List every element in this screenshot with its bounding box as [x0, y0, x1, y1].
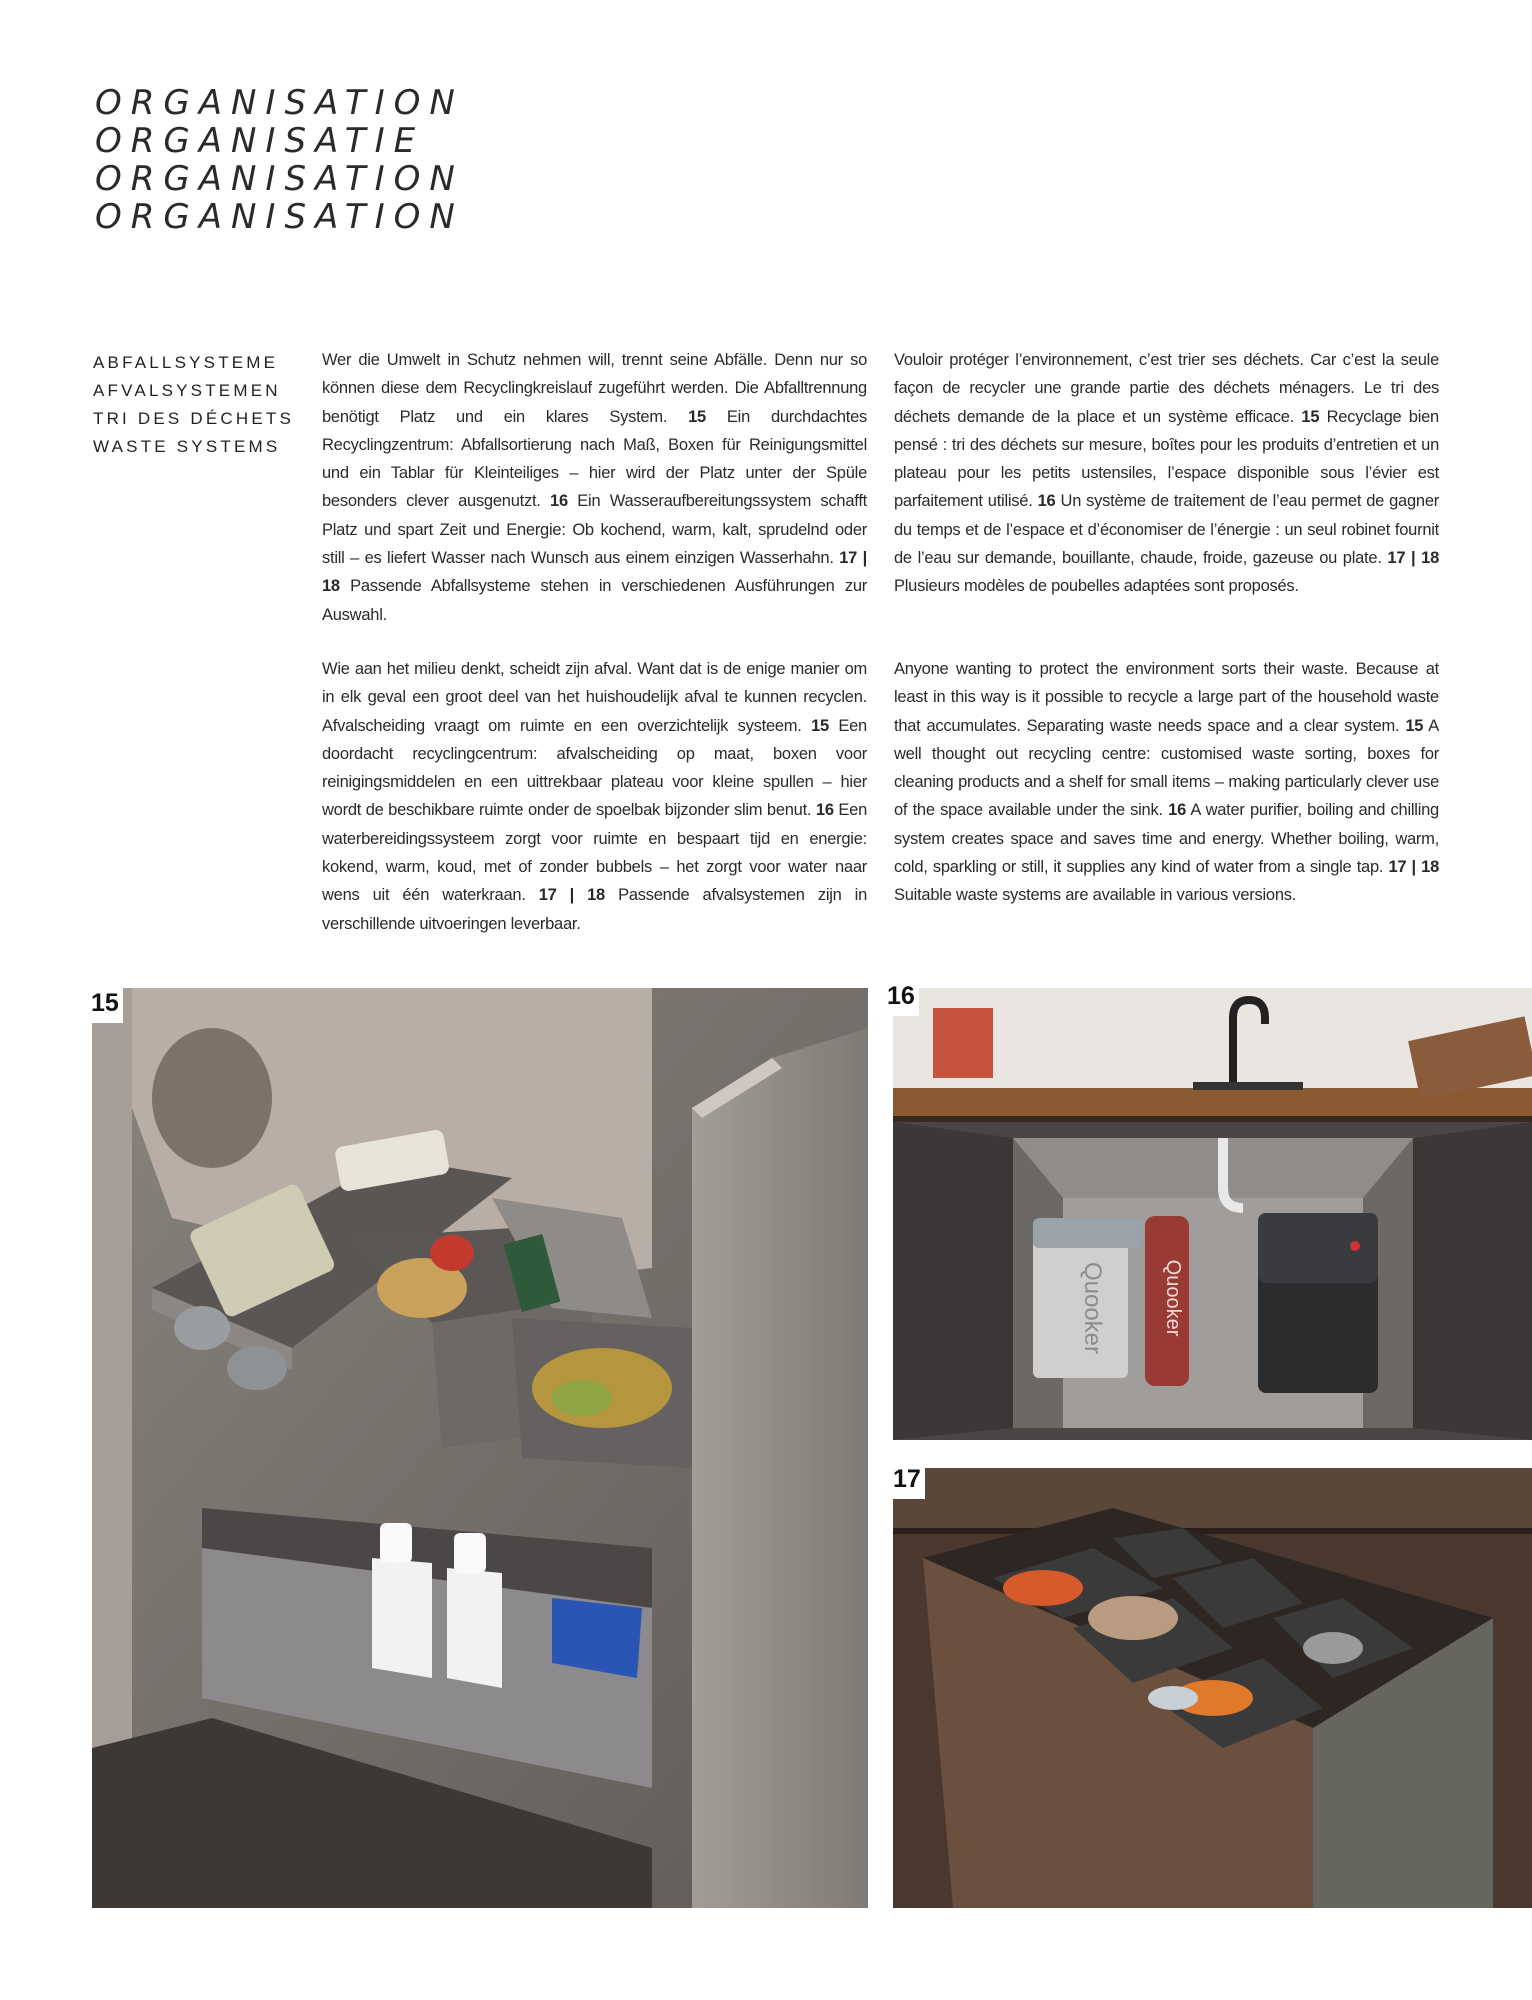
figure-ref: 15 [1405, 716, 1424, 735]
figure-number-17: 17 [889, 1459, 925, 1499]
section-heading-en: WASTE SYSTEMS [93, 437, 281, 456]
quooker-logo: Quooker [1079, 1261, 1106, 1355]
text-segment: Passende afvalsystemen zijn in verschillende uitvoeringen leverbaar. [322, 886, 867, 933]
text-segment: Vouloir protéger l’environnement, c’est trier ses déchets. Car c’est la seule façon de recycler une grande partie des déchets ménagers. Le tri des déchets demande de la place et un système efficace. [894, 351, 1439, 426]
title-de: ORGANISATION [95, 83, 464, 123]
text-segment: Een waterbereidingssysteem zorgt voor ruimte en bespaart tijd en energie: kokend, warm, koud, met of zonder bubbels – het zorgt voor water naar wens uit één waterkraan. [322, 801, 867, 905]
section-heading-fr: TRI DES DÉCHETS [93, 409, 295, 428]
section-heading-nl: AFVALSYSTEMEN [93, 381, 281, 400]
figure-ref: 16 [550, 492, 568, 511]
section-heading [93, 349, 294, 461]
text-segment: A water purifier, boiling and chilling system creates space and saves time and energy. Whether boiling, warm, cold, sparkling or still, it supplies any kind of water from a single tap. [894, 801, 1439, 877]
figure-ref: 15 [688, 407, 706, 426]
text-segment: Ein durchdachtes Recyclingzentrum: Abfallsortierung nach Maß, Boxen für Reinigungsmittel und ein Tablar für Kleinteiliges – hier wird der Platz unter der Spüle besonders clever ausgenutzt. [322, 407, 868, 511]
text-segment: Plusieurs modèles de poubelles adaptées sont proposés. [894, 577, 1299, 596]
figure-number-16: 16 [883, 976, 919, 1016]
title-nl: ORGANISATIE [95, 121, 425, 161]
figure-ref: 16 [815, 801, 834, 820]
body-text-french [894, 346, 1439, 601]
title-fr: ORGANISATION [95, 159, 464, 199]
section-heading-de: ABFALLSYSTEME [93, 353, 279, 372]
figure-number-15: 15 [87, 983, 123, 1023]
photo-drawer-waste-system [893, 1468, 1532, 1908]
figure-ref: 17 | 18 [322, 549, 867, 596]
drawer-waste-illustration [893, 1468, 1532, 1908]
figure-ref: 17 | 18 [1387, 549, 1439, 568]
text-segment: Ein Wasseraufbereitungssystem schafft Platz und spart Zeit und Energie: Ob kochend, warm, kalt, sprudelnd oder still – es liefert Wasser nach Wunsch aus einem einzigen Wasserhahn. [322, 492, 867, 568]
text-segment: Suitable waste systems are available in various versions. [894, 886, 1297, 905]
photo-recycling-centre [92, 988, 868, 1908]
body-text-german [322, 346, 867, 629]
text-segment: A well thought out recycling centre: customised waste sorting, boxes for cleaning products and a shelf for small items – making particularly clever use of the space available under the sink. [894, 716, 1439, 820]
text-segment: Recyclage bien pensé : tri des déchets sur mesure, boîtes pour les produits d’entretien et un plateau pour les petits ustensiles, l’espace disponible sous l’évier est parfaitement utilisé. [894, 407, 1439, 511]
water-system-illustration [893, 988, 1532, 1440]
body-text-english [894, 655, 1439, 910]
quooker-filter-logo: Quooker [1162, 1259, 1184, 1337]
figure-ref: 16 [1037, 492, 1056, 511]
figure-ref: 17 | 18 [1388, 858, 1439, 877]
text-segment: Passende Abfallsysteme stehen in verschiedenen Ausführungen zur Auswahl. [322, 577, 867, 624]
text-segment: Anyone wanting to protect the environment sorts their waste. Because at least in this way is it possible to recycle a large part of the household waste that accumulates. Separating waste needs space and a clear system. [894, 660, 1439, 735]
recycling-centre-illustration [92, 988, 868, 1908]
page-title-block [95, 84, 464, 236]
text-segment: Wer die Umwelt in Schutz nehmen will, trennt seine Abfälle. Denn nur so können diese dem Recyclingkreislauf zugeführt werden. Die Abfalltrennung benötigt Platz und ein klares System. [322, 351, 867, 426]
figure-ref: 16 [1168, 801, 1187, 820]
figure-ref: 15 [811, 716, 829, 735]
figure-ref: 17 | 18 [538, 886, 605, 905]
text-segment: Een doordacht recyclingcentrum: afvalscheiding op maat, boxen voor reinigingsmiddelen en een uittrekbaar plateau voor kleine spullen – hier wordt de beschikbare ruimte onder de spoelbak bijzonder slim benut. [322, 716, 867, 820]
text-segment: Un système de traitement de l’eau permet de gagner du temps et de l’espace et d’économiser de l’énergie : un seul robinet fournit de l’eau sur demande, bouillante, chaude, froide, gazeuse ou plate. [894, 492, 1439, 568]
text-segment: Wie aan het milieu denkt, scheidt zijn afval. Want dat is de enige manier om in elk geval een groot deel van het huishoudelijk afval te kunnen recyclen. Afvalscheiding vraagt om ruimte en een overzichtelijk systeem. [322, 660, 867, 735]
photo-water-system [893, 988, 1532, 1440]
figure-ref: 15 [1301, 407, 1320, 426]
body-text-dutch [322, 655, 867, 938]
title-en: ORGANISATION [95, 197, 464, 237]
